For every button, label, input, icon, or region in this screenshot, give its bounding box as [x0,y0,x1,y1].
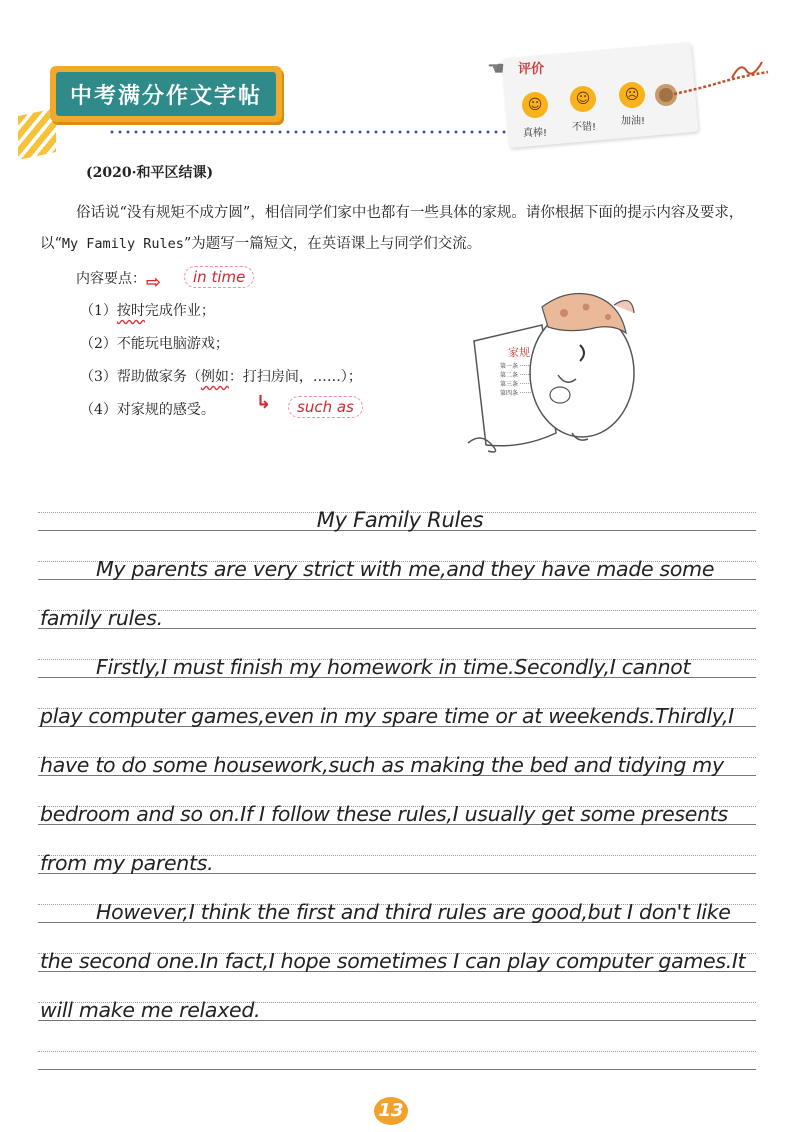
essay-title: My Family Rules [316,508,484,532]
essay-line: from my parents. [40,851,214,875]
face-label-good: 不错! [572,122,597,133]
point-text: 帮助做家务（ [116,369,201,385]
essay-line: will make me relaxed. [40,998,261,1022]
prompt-text-2: ”为题写一篇短文，在英语课上与同学们交流。 [183,236,482,252]
point-number: （1） [80,303,117,319]
sign-items [500,362,531,398]
sign-title: 家规 [508,346,530,359]
guide-line-dotted [38,1051,756,1052]
point-text: 不能玩电脑游戏； [116,336,229,352]
string-decoration [672,58,772,108]
header-badge [50,66,282,122]
prompt-text-1: 俗话说“没有规矩不成方圆”，相信同学们家中也都有一些具体的家规。请你根据下面的提示内容及要求，以“ [40,205,744,252]
sign-item: 第一条 ······ [500,363,532,370]
evaluation-title: 评价 [518,62,545,77]
point-number: （4） [80,402,117,418]
essay-line: bedroom and so on.If I follow these rules,I usually get some presents [40,802,728,826]
face-label-keep-going: 加油! [621,116,646,127]
laughing-face-icon[interactable]: ☺ [522,92,548,118]
question-source: (2020·和平区结课) [86,165,214,181]
point-number: （2） [80,336,117,352]
annotation-such-as: such as [288,396,363,418]
essay-line: My parents are very strict with me,and they have made some [96,557,715,581]
point-2 [80,333,229,353]
sign-item: 第四条 ······ [500,390,532,397]
writing-line [38,1069,756,1070]
annotation-in-time: in time [184,266,254,288]
essay-line: Firstly,I must finish my homework in time.Secondly,I cannot [96,655,691,679]
page-number: 13 [374,1097,408,1125]
point-marked-text: 按时 [116,303,145,319]
prompt-essay-title: My Family Rules [61,236,184,252]
arrow-icon: ⇨ [146,272,162,293]
arrow-icon: ↳ [256,392,272,413]
point-4 [80,399,215,419]
point-1 [80,300,215,320]
hamster-holding-rules-illustration [462,283,642,453]
essay-line: family rules. [40,606,163,630]
point-text: ：打扫房间，……）； [228,369,362,385]
point-text: 对家规的感受。 [116,402,215,418]
essay-line: have to do some housework,such as making the bed and tidying my [40,753,724,777]
badge-title: 中考满分作文字帖 [56,72,276,116]
essay-line: play computer games,even in my spare time or at weekends.Thirdly,I [40,704,734,728]
point-number: （3） [80,369,117,385]
sign-item: 第三条 ······ [500,381,532,388]
smiling-face-icon[interactable]: ☺ [570,86,596,112]
essay-line: However,I think the first and third rules are good,but I don't like [96,900,731,924]
points-label: 内容要点： [76,271,146,287]
point-marked-text: 例如 [200,369,229,385]
point-text: 完成作业； [144,303,215,319]
sign-item: 第二条 ······ [500,372,532,379]
question-prompt [40,198,760,260]
pointing-hand-icon: ☚ [487,56,505,80]
essay-line: the second one.In fact,I hope sometimes I can play computer games.It [40,949,746,973]
dotted-divider [108,130,508,134]
point-3 [80,366,362,386]
face-label-great: 真棒! [523,128,548,139]
sweating-face-icon[interactable]: ☹ [619,82,645,108]
